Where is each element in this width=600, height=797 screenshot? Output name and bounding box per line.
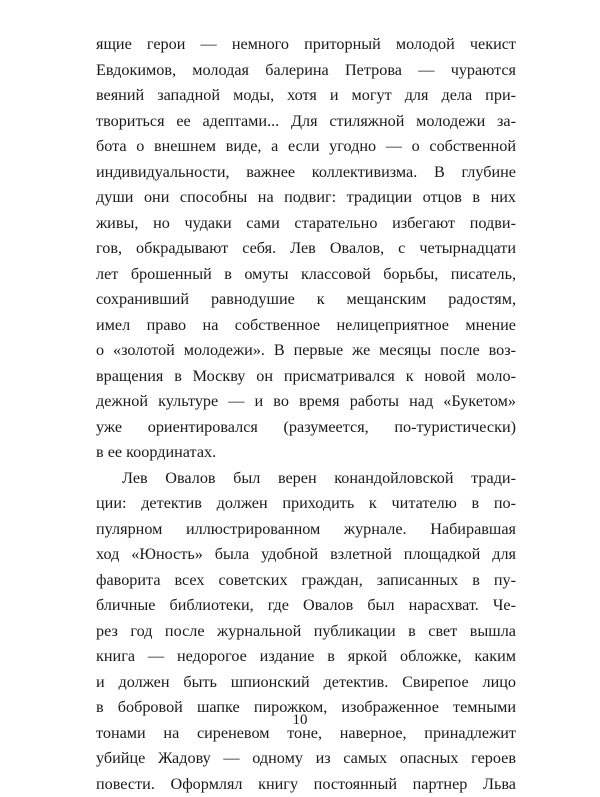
paragraph-2 [96, 466, 516, 797]
body-text [96, 32, 516, 797]
text-line: убийце Жадову — одному из самых опасных героев [96, 746, 516, 772]
paragraph-1 [96, 32, 516, 466]
text-line: Евдокимов, молодая балерина Петрова — чураются [96, 58, 516, 84]
text-line: пулярном иллюстрированном журнале. Набиравшая [96, 517, 516, 543]
text-line: души они способны на подвиг: традиции отцов в них [96, 185, 516, 211]
text-line: и должен быть шпионский детектив. Свирепое лицо [96, 670, 516, 696]
text-line: тонами на сиреневом тоне, наверное, принадлежит [96, 721, 516, 747]
text-line: ящие герои — немного приторный молодой чекист [96, 32, 516, 58]
text-line: бличные библиотеки, где Овалов был нарасхват. Че- [96, 593, 516, 619]
text-line: ход «Юность» была удобной взлетной площадкой для [96, 542, 516, 568]
text-line: живы, но чудаки сами старательно избегают подви- [96, 211, 516, 237]
text-line: имел право на собственное нелицеприятное мнение [96, 313, 516, 339]
page-number: 10 [0, 712, 600, 729]
text-line: лет брошенный в омуты классовой борьбы, писатель, [96, 262, 516, 288]
text-line: веяний западной моды, хотя и могут для дела при- [96, 83, 516, 109]
text-line: гов, обкрадывают себя. Лев Овалов, с четырнадцати [96, 236, 516, 262]
text-line: в бобровой шапке пирожком, изображенное темными [96, 695, 516, 721]
text-line: сохранивший равнодушие к мещанским радостям, [96, 287, 516, 313]
text-line: книга — недорогое издание в яркой обложке, каким [96, 644, 516, 670]
text-line: о «золотой молодежи». В первые же месяцы после воз- [96, 338, 516, 364]
text-line: рез год после журнальной публикации в свет вышла [96, 619, 516, 645]
text-line: дежной культуре — и во время работы над «Букетом» [96, 389, 516, 415]
text-line: повести. Оформлял книгу постоянный партнер Льва [96, 772, 516, 797]
text-line: уже ориентировался (разумеется, по-туристически) [96, 415, 516, 441]
text-line: Лев Овалов был верен конандойловской тради- [96, 466, 516, 492]
text-line: фаворита всех советских граждан, записанных в пу- [96, 568, 516, 594]
text-line: бота о внешнем виде, а если угодно — о собственной [96, 134, 516, 160]
text-line: твориться ее адептами... Для стиляжной молодежи за- [96, 109, 516, 135]
text-line: вращения в Москву он присматривался к новой моло- [96, 364, 516, 390]
text-line: ции: детектив должен приходить к читателю в по- [96, 491, 516, 517]
text-line: в ее координатах. [96, 440, 516, 466]
text-line: индивидуальности, важнее коллективизма. В глубине [96, 160, 516, 186]
